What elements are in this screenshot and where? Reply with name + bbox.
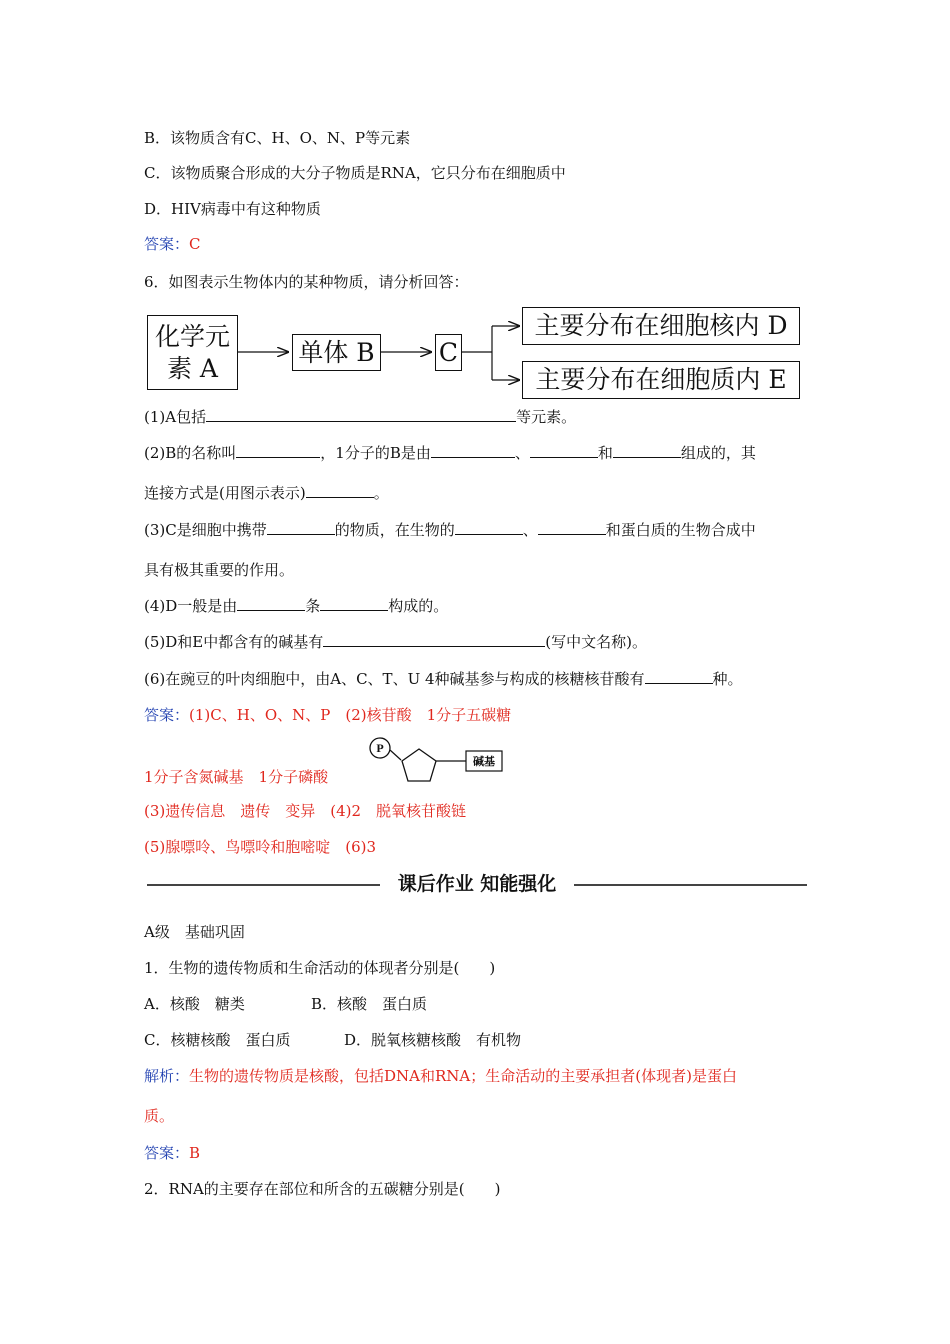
- answer-blank: [206, 407, 516, 422]
- text: 种。: [712, 670, 743, 688]
- text: 连接方式是(用图示表示): [144, 484, 306, 502]
- box-d: 主要分布在细胞核内 D: [522, 307, 800, 345]
- option-c: C．核糖核酸 蛋白质: [144, 1031, 291, 1049]
- divider-right: [574, 884, 807, 886]
- option-a: A．核酸 糖类: [144, 995, 245, 1013]
- text: 和蛋白质的生物合成中: [605, 521, 756, 539]
- text: 。: [373, 484, 389, 502]
- answer-blank: [323, 632, 545, 647]
- hw1-options-row2: [144, 1030, 521, 1050]
- answer-blank: [267, 520, 335, 535]
- nucleotide-structure-diagram: [368, 736, 508, 786]
- text: 、: [514, 444, 530, 462]
- answer-value: B: [189, 1144, 201, 1162]
- q6-answer-line3: (3)遗传信息 遗传 变异 (4)2 脱氧核苷酸链: [144, 802, 467, 820]
- q6-sub3-cont: 具有极其重要的作用。: [144, 561, 295, 579]
- hw1-answer: [144, 1143, 200, 1163]
- q6-sub5: [144, 632, 647, 652]
- box-monomer-b: 单体 B: [292, 334, 381, 371]
- q6-sub3: [144, 520, 756, 540]
- text: 条: [305, 597, 321, 615]
- answer-blank: [613, 443, 681, 458]
- answer-label: 答案：: [144, 1144, 190, 1162]
- level-a-heading: A级 基础巩固: [144, 923, 245, 941]
- answer-blank: [530, 443, 598, 458]
- divider-left: [147, 884, 380, 886]
- option-d: D．脱氧核糖核酸 有机物: [344, 1031, 522, 1049]
- q6-sub1: [144, 407, 576, 427]
- text: (3)C是细胞中携带: [144, 521, 267, 539]
- answer-blank: [237, 596, 305, 611]
- hw2-stem: 2．RNA的主要存在部位和所含的五碳糖分别是( ): [144, 1180, 501, 1198]
- phosphate-label: P: [376, 741, 384, 755]
- text: 的物质，在生物的: [334, 521, 455, 539]
- hw1-analysis-cont: 质。: [144, 1107, 175, 1125]
- q6-sub4: [144, 596, 448, 616]
- branch-connector: [462, 326, 492, 380]
- base-label: 碱基: [473, 755, 495, 768]
- phosphate-bond: [390, 750, 401, 760]
- text: (4)D一般是由: [144, 597, 238, 615]
- answer-blank: [320, 596, 388, 611]
- answer-blank: [236, 443, 320, 458]
- answer-blank: [538, 520, 606, 535]
- q6-stem: 6．如图表示生物体内的某种物质，请分析回答：: [144, 273, 469, 291]
- text: 、: [522, 521, 538, 539]
- q6-sub2-cont: [144, 483, 389, 503]
- box-a-line1: 化学元: [154, 322, 230, 352]
- option-b: B．核酸 蛋白质: [311, 995, 428, 1013]
- hw1-options-row1: [144, 994, 427, 1014]
- box-a-line2: 素 A: [166, 353, 218, 383]
- analysis-label: 解析：: [144, 1067, 190, 1085]
- answer-blank: [455, 520, 523, 535]
- text: 和: [597, 444, 613, 462]
- answer-label: 答案：: [144, 235, 190, 253]
- box-element-a: [147, 315, 238, 390]
- hw1-stem: 1．生物的遗传物质和生命活动的体现者分别是( ): [144, 959, 496, 977]
- q5-option-b: B．该物质含有C、H、O、N、P等元素: [144, 129, 411, 147]
- answer-text: (1)C、H、O、N、P (2)核苷酸 1分子五碳糖: [189, 706, 512, 724]
- box-c: C: [435, 334, 462, 371]
- text: 等元素。: [516, 408, 577, 426]
- q6-sub2: [144, 443, 756, 463]
- text: (6)在豌豆的叶肉细胞中，由A、C、T、U 4种碱基参与构成的核糖核苷酸有: [144, 670, 645, 688]
- text: (1)A包括: [144, 408, 207, 426]
- q6-answer-line1: [144, 705, 511, 725]
- text: 组成的，其: [680, 444, 756, 462]
- q6-sub6: [144, 669, 743, 689]
- text: (2)B的名称叫: [144, 444, 237, 462]
- answer-blank: [306, 483, 374, 498]
- answer-blank: [645, 669, 713, 684]
- q6-answer-line4: (5)腺嘌呤、鸟嘌呤和胞嘧啶 (6)3: [144, 838, 377, 856]
- section-title: 课后作业 知能强化: [397, 873, 557, 895]
- hw1-analysis: [144, 1066, 737, 1086]
- flow-diagram-arrows: [0, 0, 950, 420]
- text: (写中文名称)。: [545, 633, 647, 651]
- q6-answer-line2: 1分子含氮碱基 1分子磷酸: [144, 768, 329, 786]
- pentose-pentagon: [402, 749, 436, 781]
- answer-label: 答案：: [144, 706, 190, 724]
- analysis-text: 生物的遗传物质是核酸，包括DNA和RNA；生命活动的主要承担者(体现者)是蛋白: [189, 1067, 737, 1085]
- text: (5)D和E中都含有的碱基有: [144, 633, 324, 651]
- answer-value: C: [189, 235, 201, 253]
- answer-blank: [431, 443, 515, 458]
- q5-option-c: C．该物质聚合形成的大分子物质是RNA，它只分布在细胞质中: [144, 164, 566, 182]
- q5-option-d: D．HIV病毒中有这种物质: [144, 200, 321, 218]
- box-e: 主要分布在细胞质内 E: [522, 361, 800, 399]
- text: 构成的。: [388, 597, 449, 615]
- text: ，1分子的B是由: [320, 444, 431, 462]
